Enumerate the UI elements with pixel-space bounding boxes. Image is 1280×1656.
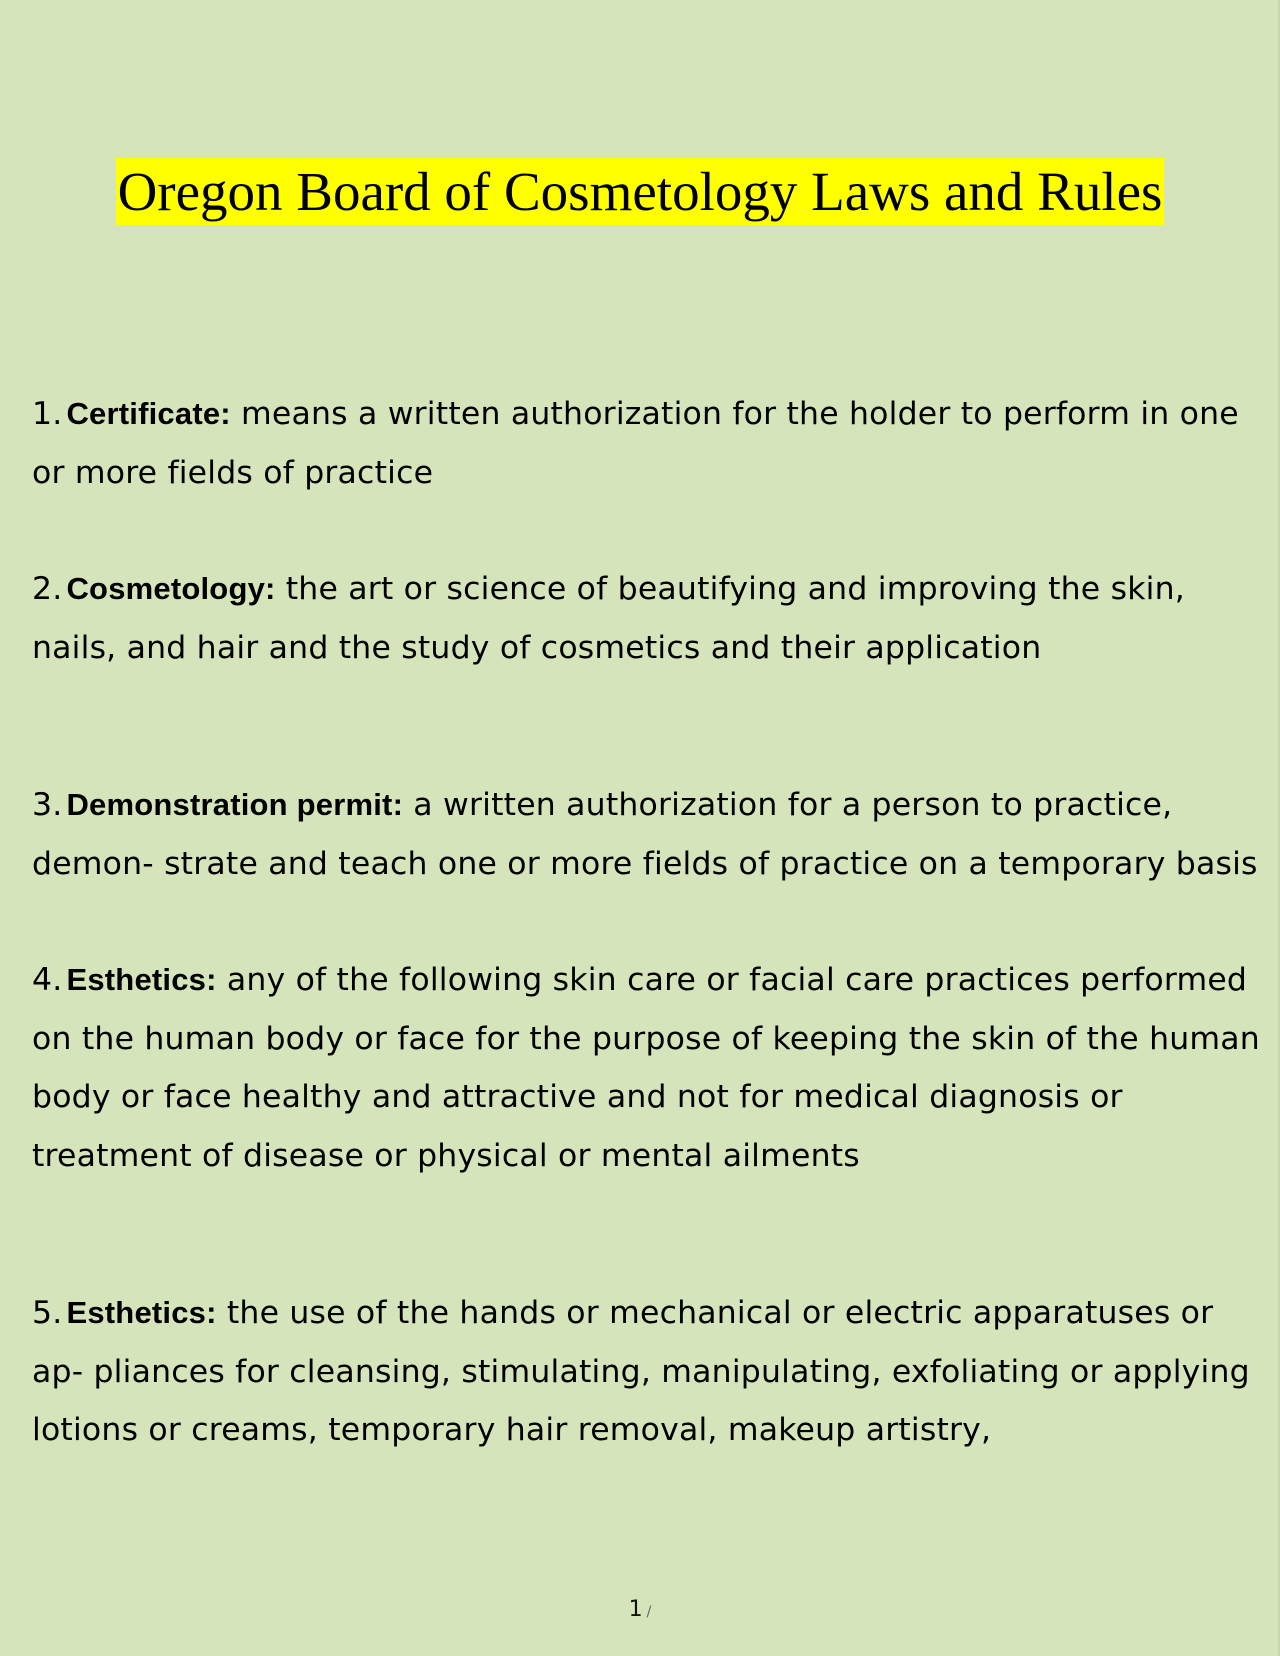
- definition-entry-3: [32, 776, 1260, 893]
- entry-definition: means a written authorization for the holder to perform in one or more fields of practice: [32, 396, 1239, 491]
- entry-definition: any of the following skin care or facial care practices performed on the human body or face for the purpose of keeping the skin of the human body or face healthy and attractive and not for medical diagnosis or treatment of disease or physical or mental ailments: [32, 962, 1260, 1174]
- entry-term: Demonstration permit:: [66, 787, 404, 822]
- entry-definition: the art or science of beautifying and improving the skin, nails, and hair and the study of cosmetics and their application: [32, 571, 1185, 666]
- definition-entry-5: [32, 1284, 1260, 1460]
- entry-number: 2.: [32, 571, 63, 607]
- page-separator: /: [646, 1604, 652, 1620]
- spacer: [32, 893, 1260, 951]
- entry-term: Esthetics:: [66, 962, 217, 997]
- page-number-value: 1: [628, 1597, 643, 1622]
- entry-number: 5.: [32, 1295, 63, 1331]
- document-body: [32, 385, 1260, 1460]
- definition-entry-4: [32, 951, 1260, 1185]
- title-container: [0, 158, 1280, 225]
- entry-definition: the use of the hands or mechanical or electric apparatuses or ap- pliances for cleansing, stimulating, manipulating, exfoliating or applying lotions or creams, temporary hair removal, makeup artistry,: [32, 1295, 1250, 1448]
- entry-number: 4.: [32, 962, 63, 998]
- entry-term: Cosmetology:: [66, 571, 276, 606]
- page-number: [0, 1597, 1280, 1622]
- definition-entry-2: [32, 560, 1260, 677]
- entry-number: 1.: [32, 396, 63, 432]
- entry-number: 3.: [32, 787, 63, 823]
- spacer: [32, 502, 1260, 560]
- document-title: Oregon Board of Cosmetology Laws and Rules: [116, 158, 1165, 225]
- entry-term: Esthetics:: [66, 1295, 217, 1330]
- spacer: [32, 1185, 1260, 1284]
- definition-entry-1: [32, 385, 1260, 502]
- entry-definition: a written authorization for a person to practice, demon- strate and teach one or more fields of practice on a temporary basis: [32, 787, 1258, 882]
- entry-term: Certificate:: [66, 396, 231, 431]
- spacer: [32, 677, 1260, 776]
